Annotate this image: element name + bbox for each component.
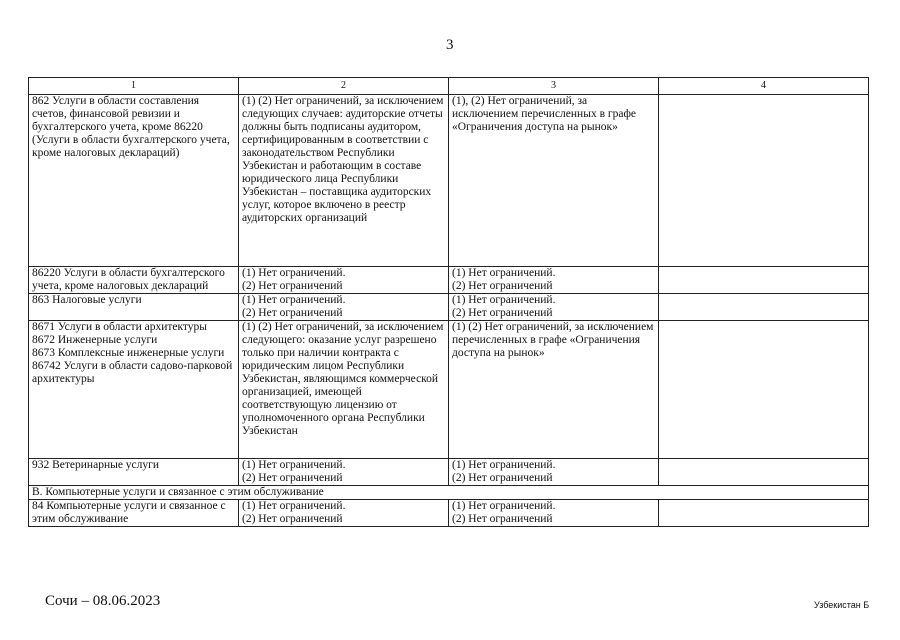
table-row bbox=[29, 267, 869, 294]
sector-line: 8671 Услуги в области архитектуры bbox=[32, 321, 208, 333]
mode-2-text: (2) Нет ограничений bbox=[452, 307, 553, 319]
sector-cell: 863 Налоговые услуги bbox=[29, 294, 239, 321]
table-row bbox=[29, 294, 869, 321]
mode-2-text: (2) Нет ограничений bbox=[242, 280, 343, 292]
table-row bbox=[29, 321, 869, 459]
market-access-cell bbox=[239, 294, 449, 321]
mode-1-text: (1) Нет ограничений. bbox=[452, 459, 556, 471]
market-access-cell bbox=[239, 500, 449, 527]
table-row bbox=[29, 500, 869, 527]
mode-2-text: (2) Нет ограничений bbox=[242, 513, 343, 525]
column-header-4: 4 bbox=[659, 78, 869, 95]
table-header-row bbox=[29, 78, 869, 95]
sector-line: 8672 Инженерные услуги bbox=[32, 334, 158, 346]
sector-line: 86742 Услуги в области садово-парковой архитектуры bbox=[32, 360, 233, 385]
mode-1-text: (1) Нет ограничений. bbox=[452, 500, 556, 512]
national-treatment-cell bbox=[449, 294, 659, 321]
additional-commitments-cell bbox=[659, 321, 869, 459]
mode-1-text: (1) Нет ограничений. bbox=[452, 267, 556, 279]
mode-1-text: (1) Нет ограничений. bbox=[242, 500, 346, 512]
market-access-cell: (1) (2) Нет ограничений, за исключением следующих случаев: аудиторские отчеты должны быть подписаны аудитором, сертифицированным в соответствии с законодательством Республики Узбекистан и работающим в составе юридического лица Республики Узбекистан – поставщика аудиторских услуг, которое включено в реестр аудиторских организаций bbox=[239, 95, 449, 267]
mode-1-text: (1) Нет ограничений. bbox=[242, 294, 346, 306]
footer-place-date: Сочи – 08.06.2023 bbox=[45, 593, 161, 609]
additional-commitments-cell bbox=[659, 95, 869, 267]
market-access-cell bbox=[239, 267, 449, 294]
column-header-2: 2 bbox=[239, 78, 449, 95]
sector-cell: 862 Услуги в области составления счетов, финансовой ревизии и бухгалтерского учета, кроме 86220 (Услуги в области бухгалтерского учета, кроме налоговых деклараций) bbox=[29, 95, 239, 267]
mode-1-text: (1) Нет ограничений. bbox=[452, 294, 556, 306]
national-treatment-cell bbox=[449, 267, 659, 294]
sector-line: 8673 Комплексные инженерные услуги bbox=[32, 347, 225, 359]
mode-2-text: (2) Нет ограничений bbox=[452, 472, 553, 484]
section-title: B. Компьютерные услуги и связанное с этим обслуживание bbox=[29, 486, 869, 500]
national-treatment-cell: (1) (2) Нет ограничений, за исключением перечисленных в графе «Ограничения доступа на рынок» bbox=[449, 321, 659, 459]
additional-commitments-cell bbox=[659, 267, 869, 294]
sector-cell: 84 Компьютерные услуги и связанное с этим обслуживание bbox=[29, 500, 239, 527]
page-number: 3 bbox=[446, 37, 454, 53]
column-header-1: 1 bbox=[29, 78, 239, 95]
additional-commitments-cell bbox=[659, 294, 869, 321]
additional-commitments-cell bbox=[659, 500, 869, 527]
mode-2-text: (2) Нет ограничений bbox=[452, 280, 553, 292]
table-row bbox=[29, 459, 869, 486]
commitments-table bbox=[28, 77, 869, 527]
market-access-cell: (1) (2) Нет ограничений, за исключением следующего: оказание услуг разрешено только при наличии контракта с юридическим лицом Республики Узбекистан, являющимся коммерческой организацией, имеющей соответствующую лицензию от уполномоченного органа Республики Узбекистан bbox=[239, 321, 449, 459]
mode-1-text: (1) Нет ограничений. bbox=[242, 459, 346, 471]
mode-2-text: (2) Нет ограничений bbox=[452, 513, 553, 525]
national-treatment-cell bbox=[449, 459, 659, 486]
sector-cell bbox=[29, 321, 239, 459]
section-row bbox=[29, 486, 869, 500]
national-treatment-cell bbox=[449, 500, 659, 527]
mode-2-text: (2) Нет ограничений bbox=[242, 472, 343, 484]
mode-1-text: (1) Нет ограничений. bbox=[242, 267, 346, 279]
sector-cell: 932 Ветеринарные услуги bbox=[29, 459, 239, 486]
column-header-3: 3 bbox=[449, 78, 659, 95]
market-access-cell bbox=[239, 459, 449, 486]
footer-document-code: Узбекистан Б bbox=[814, 600, 870, 610]
mode-2-text: (2) Нет ограничений bbox=[242, 307, 343, 319]
table-row bbox=[29, 95, 869, 267]
additional-commitments-cell bbox=[659, 459, 869, 486]
sector-cell: 86220 Услуги в области бухгалтерского учета, кроме налоговых деклараций bbox=[29, 267, 239, 294]
national-treatment-cell: (1), (2) Нет ограничений, за исключением перечисленных в графе «Ограничения доступа на рынок» bbox=[449, 95, 659, 267]
